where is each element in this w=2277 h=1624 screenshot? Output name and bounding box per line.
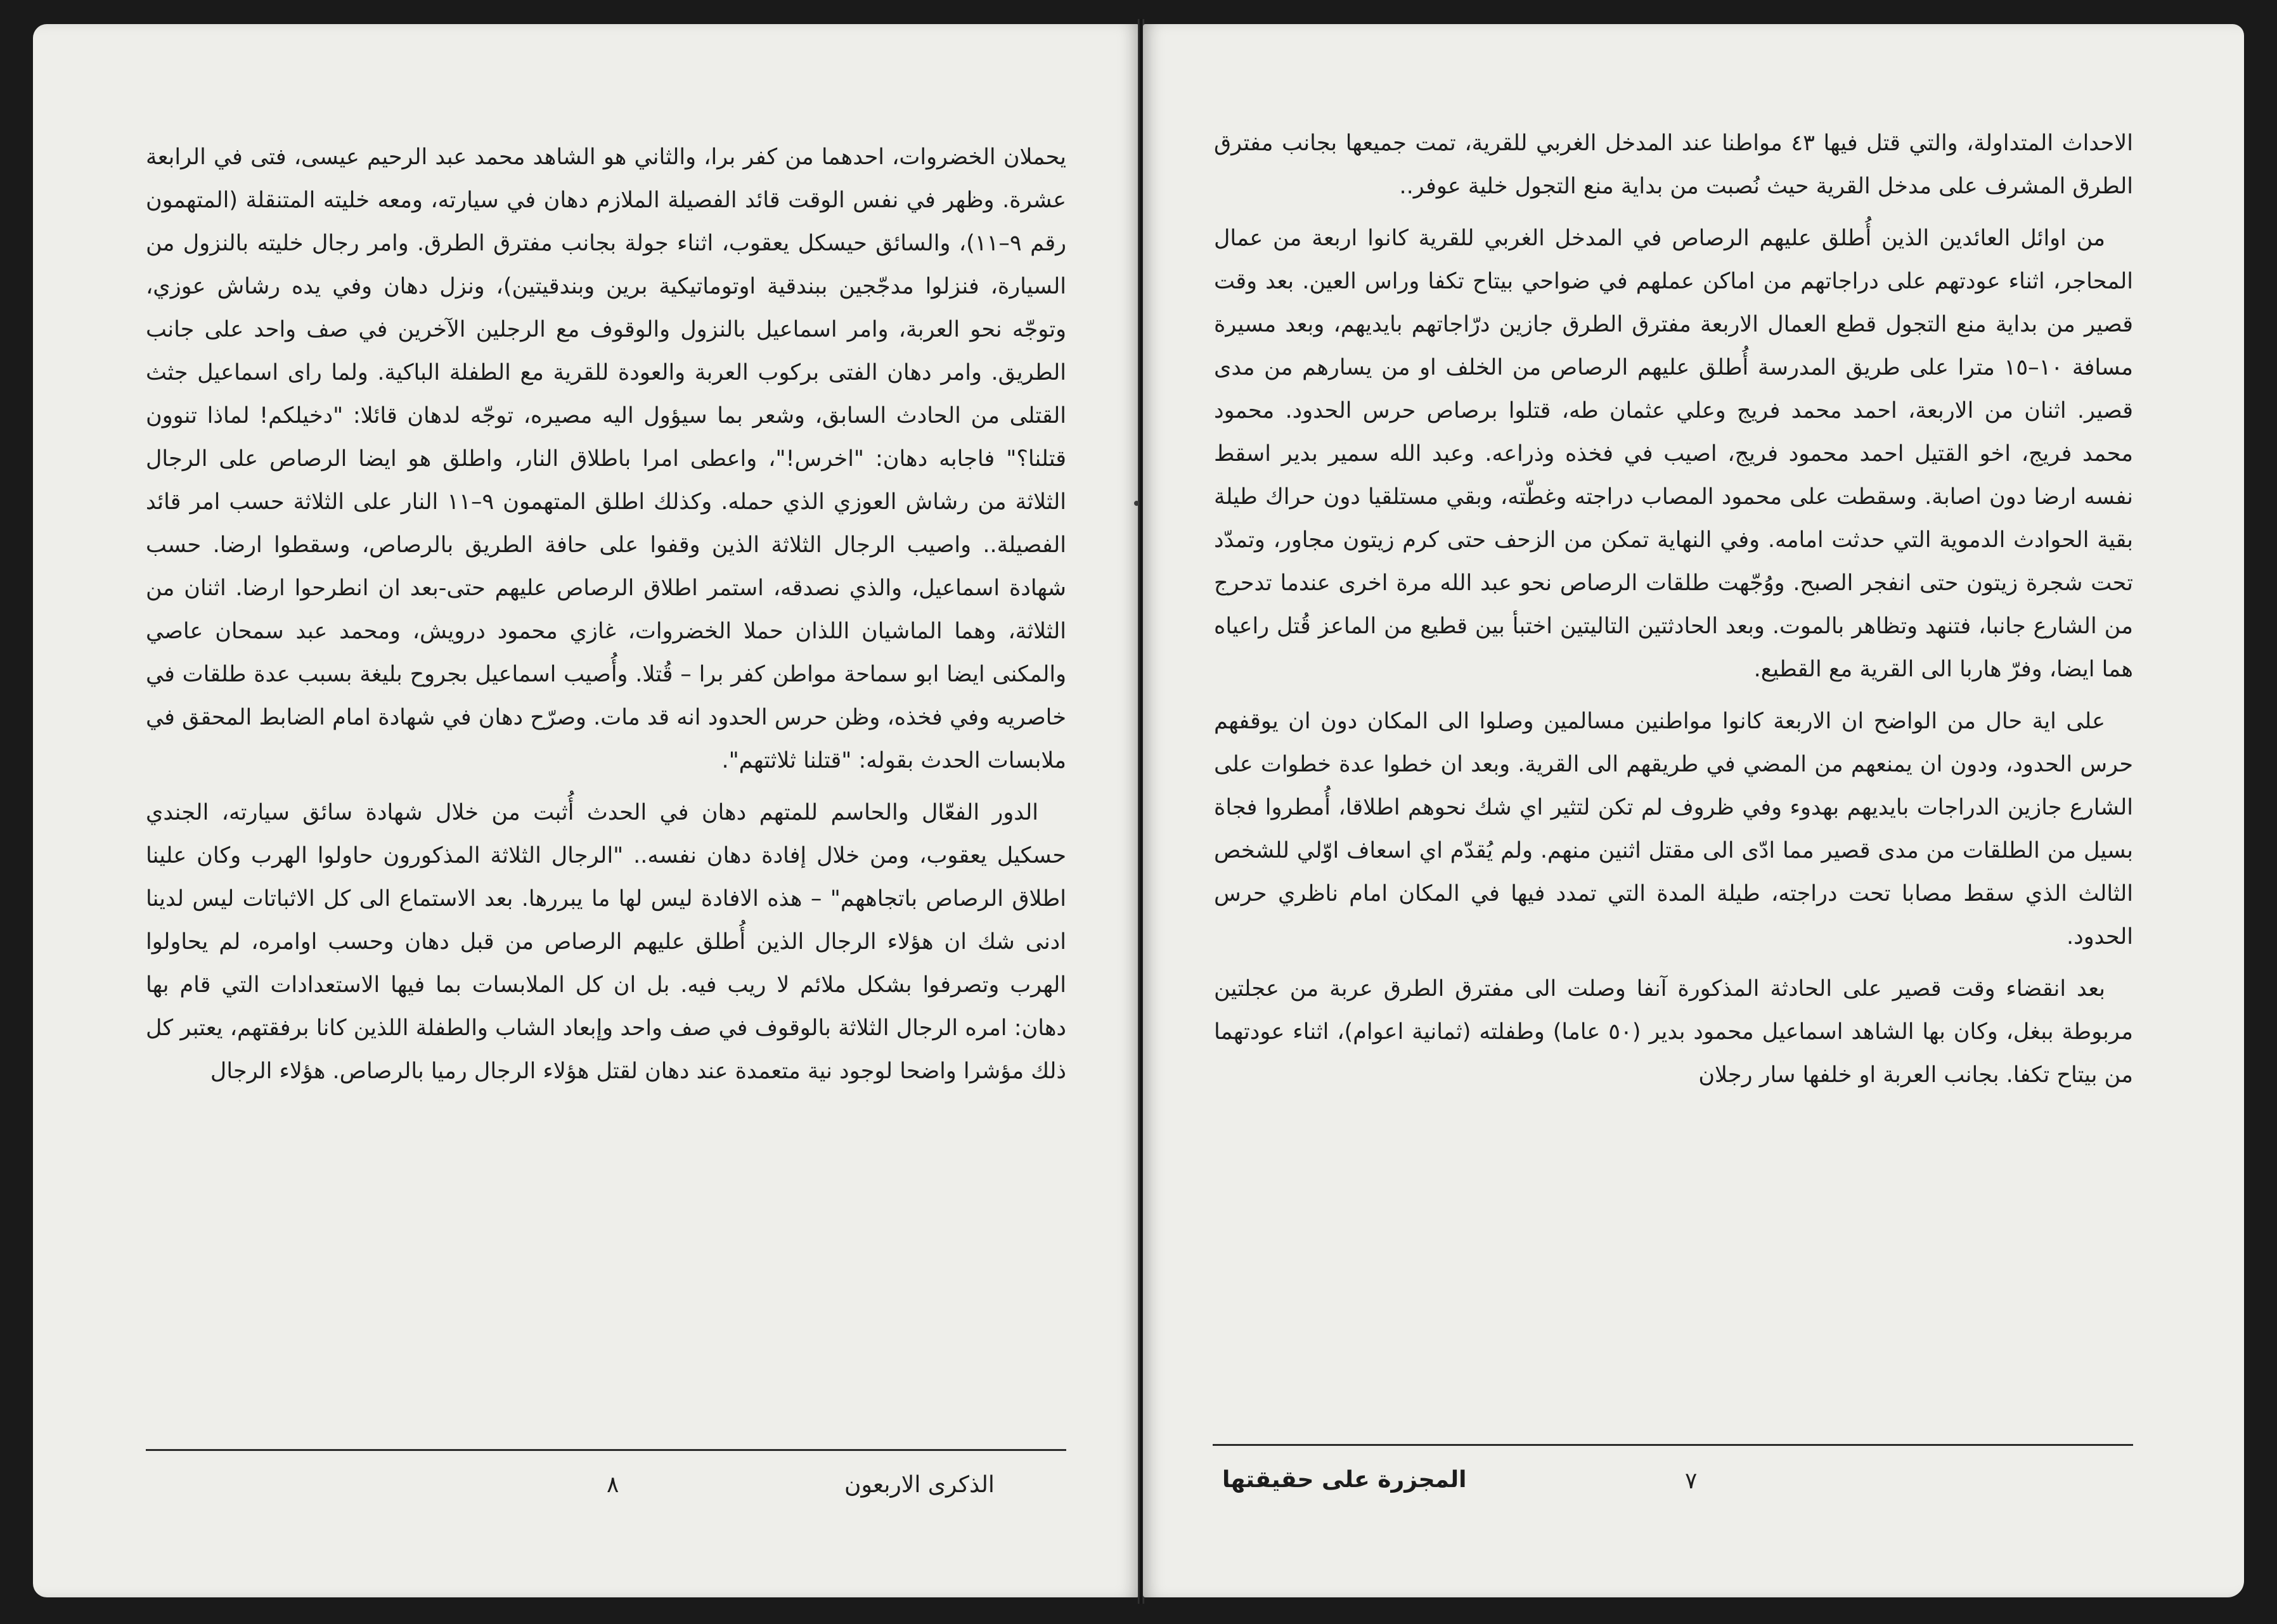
left-paragraph-1: يحملان الخضروات، احدهما من كفر برا، والثاني هو الشاهد محمد عبد الرحيم عيسى، فتى في الرابعة عشرة. وظهر في نفس الوقت قائد الفصيلة الملازم دهان في سيارته، ومعه خليته المتنقلة (المتهمون رقم ٩–١١)، والسائق حيسكل يعقوب، اثناء جولة بجانب مفترق الطرق. وامر رجال خليته بالنزول من السيارة، فنزلوا مدجّجين ببندقية اوتوماتيكية برين وبندقيتين)، ونزل دهان وفي يده رشاش عوزي، وتوجّه نحو العربة، وامر اسماعيل بالنزول والوقوف مع الرجلين الآخرين في صف واحد على جانب الطريق. وامر دهان الفتى بركوب العربة والعودة للقرية مع الطفلة الباكية. ولما راى اسماعيل جثث القتلى من الحادث السابق، وشعر بما سيؤول اليه مصيره، توجّه لدهان قائلا: "دخيلكم! لماذا تنوون قتلنا؟" فاجابه دهان: "اخرس!"، واعطى امرا باطلاق النار، واطلق هو ايضا الرصاص على الرجال الثلاثة من رشاش العوزي الذي حمله. وكذلك اطلق المتهمون ٩–١١ النار على الثلاثة حسب امر قائد الفصيلة.. واصيب الرجال الثلاثة الذين وقفوا على حافة الطريق بالرصاص، وسقطوا ارضا. حسب شهادة اسماعيل، والذي نصدقه، استمر اطلاق الرصاص عليهم حتى-بعد ان انطرحوا ارضا. اثنان من الثلاثة، وهما الماشيان اللذان حملا الخضروات، غازي محمود درويش، ومحمد عبد سمحان عاصي والمكنى ايضا ابو سماحة مواطن كفر برا – قُتلا. وأُصيب اسماعيل بجروح بليغة بسبب عدة طلقات في خاصريه وفي فخذه، وظن حرس الحدود انه قد مات. وصرّح دهان في شهادة امام الضابط المحقق في ملابسات الحدث بقوله: "قتلنا ثلاثتهم".: [146, 145, 1066, 773]
right-footer-title: المجزرة على حقيقتها: [1222, 1467, 1467, 1493]
right-paragraph-1: الاحداث المتداولة، والتي قتل فيها ٤٣ مواطنا عند المدخل الغربي للقرية، تمت جميعها بجانب مفترق الطرق المشرف على مدخل القرية حيث نُصبت من بداية منع التجول خلية عوفر..: [1214, 131, 2133, 199]
right-page-number: ٧: [1685, 1468, 1698, 1494]
right-page-body: [1214, 122, 2133, 1105]
margin-speck: [1134, 501, 1139, 506]
left-paragraph-2: الدور الفعّال والحاسم للمتهم دهان في الحدث أُثبت من خلال شهادة سائق سيارته، الجندي حسكيل يعقوب، ومن خلال إفادة دهان نفسه.. "الرجال الثلاثة المذكورون حاولوا الهرب وكان علينا اطلاق الرصاص باتجاههم" – هذه الافادة ليس لها ما يبررها. بعد الاستماع الى كل الاثباتات ليس لدينا ادنى شك ان هؤلاء الرجال الذين أُطلق عليهم الرصاص من قبل دهان وحسب اوامره، لم يحاولوا الهرب وتصرفوا بشكل ملائم لا ريب فيه. بل ان كل الملابسات بما فيها الاستعدادات التي قام بها دهان: امره الرجال الثلاثة بالوقوف في صف واحد وإبعاد الشاب والطفلة اللذين كانا برفقتهم، يعتبر كل ذلك مؤشرا واضحا لوجود نية متعمدة عند دهان لقتل هؤلاء الرجال رميا بالرصاص. هؤلاء الرجال: [146, 800, 1066, 1084]
right-paragraph-3: على اية حال من الواضح ان الاربعة كانوا مواطنين مسالمين وصلوا الى المكان دون ان يوقفهم حرس الحدود، ودون ان يمنعهم من المضي في طريقهم الى القرية. وبعد ان خطوا عدة خطوات على الشارع جازين الدراجات بايديهم بهدوء وفي ظروف لم تكن لتثير اي شك نحوهم اطلاقا، أُمطروا فجاة بسيل من الطلقات من مدى قصير مما ادّى الى مقتل اثنين منهم. ولم يُقدّم اي اسعاف اوّلي للشخص الثالث الذي سقط مصابا تحت دراجته، طيلة المدة التي تمدد فيها في المكان امام ناظري حرس الحدود.: [1214, 709, 2133, 950]
right-footer-rule: [1213, 1444, 2133, 1446]
right-paragraph-2: من اوائل العائدين الذين أُطلق عليهم الرصاص في المدخل الغربي للقرية كانوا اربعة من عمال المحاجر، اثناء عودتهم على دراجاتهم من اماكن عملهم في ضواحي بيتاح تكفا وراس العين. بعد وقت قصير من بداية منع التجول قطع العمال الاربعة مفترق الطرق جازين درّاجاتهم بايديهم، وبعد مسيرة مسافة ١٠–١٥ مترا على طريق المدرسة أُطلق عليهم الرصاص من الخلف او من يسارهم من مدى قصير. اثنان من الاربعة، احمد محمد فريج وعلي عثمان طه، قتلوا برصاص حرس الحدود. محمود محمد فريج، اخو القتيل احمد محمود فريج، اصيب في فخذه وذراعه. وعبد الله سمير بدير اسقط نفسه ارضا دون اصابة. وسقطت على محمود المصاب دراجته وغطّته، وبقي مستلقيا دون حراك طيلة بقية الحوادث الدموية التي حدثت امامه. وفي النهاية تمكن من الزحف حتى كرم زيتون مجاور، وتمدّد تحت شجرة زيتون حتى انفجر الصبح. ووُجّهت طلقات الرصاص نحو عبد الله مرة اخرى عندما تدحرج من الشارع جانبا، فتنهد وتظاهر بالموت. وبعد الحادثتين التاليتين اختبأ بين قطيع من الماعز قُتل راعياه هما ايضا، وفرّ هاربا الى القرية مع القطيع.: [1214, 226, 2133, 682]
left-page: [33, 24, 1139, 1597]
right-paragraph-4: بعد انقضاء وقت قصير على الحادثة المذكورة آنفا وصلت الى مفترق الطرق عربة من عجلتين مربوطة ببغل، وكان بها الشاهد اسماعيل محمود بدير (٥٠ عاما) وطفلته (ثمانية اعوام)، اثناء عودتهما من بيتاح تكفا. بجانب العربة او خلفها سار رجلان: [1214, 976, 2133, 1088]
right-page: [1143, 24, 2244, 1597]
left-footer-rule: [146, 1449, 1066, 1451]
left-page-body: [146, 136, 1066, 1102]
left-page-number: ٨: [607, 1472, 619, 1498]
left-footer-title: الذكرى الاربعون: [844, 1472, 995, 1498]
